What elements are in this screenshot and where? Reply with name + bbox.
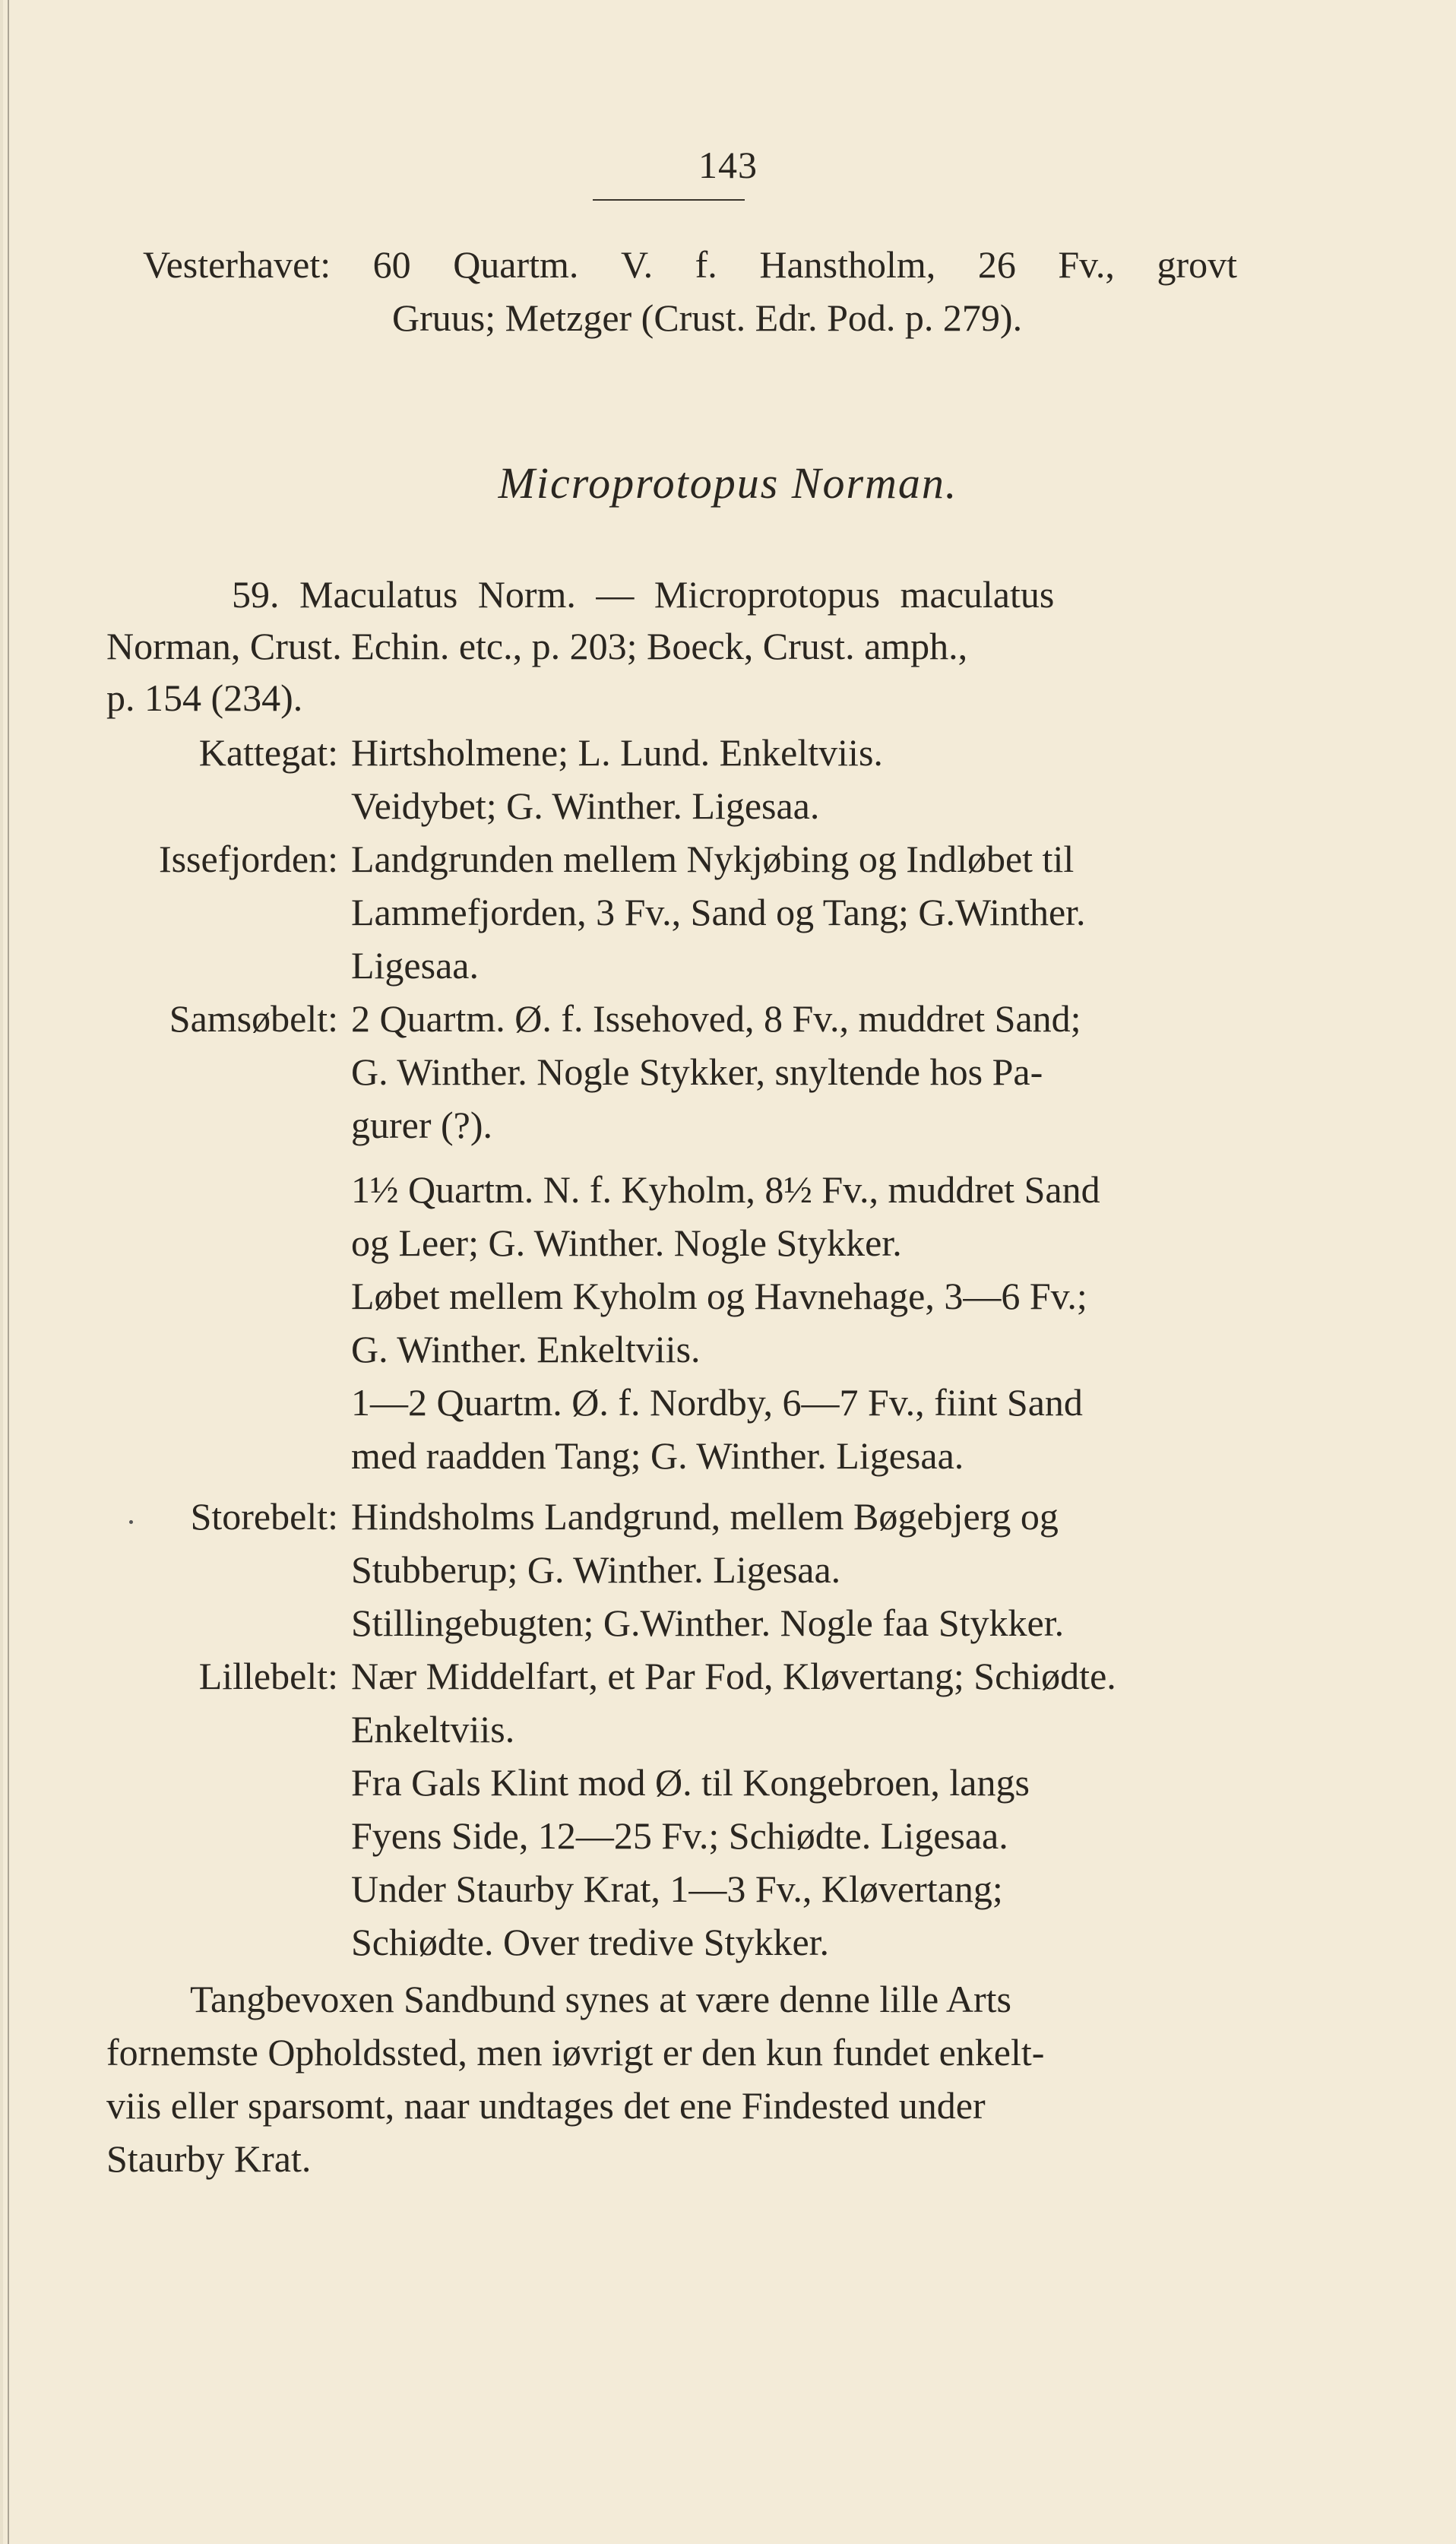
closing-line-3: viis eller sparsomt, naar undtages det ene Findested under	[106, 2084, 986, 2127]
locality-line: gurer (?).	[351, 1104, 492, 1146]
intro-line-2: Gruus; Metzger (Crust. Edr. Pod. p. 279).	[392, 296, 1023, 339]
locality-line: med raadden Tang; G. Winther. Ligesaa.	[351, 1434, 964, 1477]
species-line-1: 59. Maculatus Norm. — Microprotopus maculatus	[232, 573, 1055, 616]
page-edge	[0, 0, 3, 2544]
locality-line: Landgrunden mellem Nykjøbing og Indløbet til	[351, 838, 1075, 880]
locality-label-lillebelt: Lillebelt:	[198, 1655, 338, 1697]
closing-line-4: Staurby Krat.	[106, 2137, 312, 2180]
locality-line: 2 Quartm. Ø. f. Issehoved, 8 Fv., muddret Sand;	[351, 997, 1081, 1040]
locality-line: 1—2 Quartm. Ø. f. Nordby, 6—7 Fv., fiint Sand	[351, 1381, 1083, 1424]
closing-line-1: Tangbevoxen Sandbund synes at være denne lille Arts	[190, 1978, 1012, 2020]
species-line-3: p. 154 (234).	[106, 676, 303, 719]
locality-line: Ligesaa.	[351, 944, 479, 987]
species-line-2: Norman, Crust. Echin. etc., p. 203; Boeck, Crust. amph.,	[106, 625, 968, 667]
genus-heading: Microprotopus Norman.	[498, 458, 958, 508]
locality-line: Hindsholms Landgrund, mellem Bøgebjerg og	[351, 1495, 1059, 1538]
locality-line: og Leer; G. Winther. Nogle Stykker.	[351, 1221, 902, 1264]
locality-label-storebelt: Storebelt:	[190, 1495, 338, 1538]
locality-line: G. Winther. Enkeltviis.	[351, 1328, 701, 1370]
locality-line: Fyens Side, 12—25 Fv.; Schiødte. Ligesaa.	[351, 1814, 1008, 1857]
locality-line: 1½ Quartm. N. f. Kyholm, 8½ Fv., muddret Sand	[351, 1168, 1100, 1211]
locality-line: G. Winther. Nogle Stykker, snyltende hos Pa-	[351, 1050, 1043, 1093]
locality-line: Hirtsholmene; L. Lund. Enkeltviis.	[351, 731, 883, 774]
locality-label-issefjorden: Issefjorden:	[158, 838, 338, 880]
locality-label-samsobelt: Samsøbelt:	[169, 997, 338, 1040]
locality-line: Veidybet; G. Winther. Ligesaa.	[351, 784, 820, 827]
page-number: 143	[698, 144, 758, 186]
locality-label-kattegat: Kattegat:	[198, 731, 338, 774]
locality-line: Nær Middelfart, et Par Fod, Kløvertang; Schiødte.	[351, 1655, 1116, 1697]
locality-line: Løbet mellem Kyholm og Havnehage, 3—6 Fv.;	[351, 1275, 1087, 1317]
locality-line: Fra Gals Klint mod Ø. til Kongebroen, langs	[351, 1761, 1030, 1804]
page-edge-line	[8, 0, 9, 2544]
locality-line: Schiødte. Over tredive Stykker.	[351, 1921, 830, 1963]
locality-line: Lammefjorden, 3 Fv., Sand og Tang; G.Winther.	[351, 891, 1086, 933]
intro-line-1: Vesterhavet: 60 Quartm. V. f. Hanstholm, 26 Fv., grovt	[143, 243, 1237, 286]
locality-line: Stubberup; G. Winther. Ligesaa.	[351, 1548, 841, 1591]
locality-line: Under Staurby Krat, 1—3 Fv., Kløvertang;	[351, 1868, 1003, 1910]
locality-line: Enkeltviis.	[351, 1708, 515, 1750]
page-number-rule	[593, 199, 745, 201]
locality-line: Stillingebugten; G.Winther. Nogle faa Stykker.	[351, 1601, 1065, 1644]
closing-line-2: fornemste Opholdssted, men iøvrigt er den kun fundet enkelt-	[106, 2031, 1045, 2074]
